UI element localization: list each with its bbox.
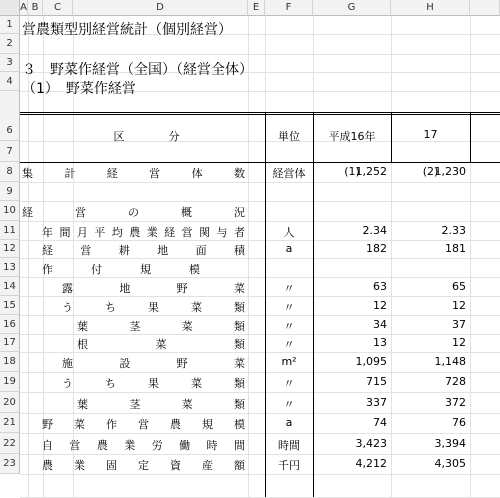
row-label — [42, 416, 245, 432]
row-label — [22, 204, 245, 220]
row-label — [22, 165, 245, 181]
subsection-title: （1） 野菜作経営 — [22, 81, 136, 97]
label-char: 営 — [138, 418, 149, 431]
label-char: 間 — [59, 225, 71, 239]
row-header-12[interactable]: 12 — [0, 240, 20, 258]
value-cell-year2: 76 — [452, 416, 466, 429]
label-char: 集 — [22, 167, 33, 180]
label-char: 葉 — [77, 319, 88, 333]
label-char: 野 — [42, 418, 53, 431]
label-char: 業 — [146, 225, 158, 239]
column-header-c[interactable]: C — [43, 0, 73, 16]
label-char: 均 — [111, 225, 123, 239]
gridline — [20, 315, 500, 316]
value-cell-year1: 1,095 — [355, 355, 387, 368]
row-header-4[interactable]: 4 — [0, 72, 20, 91]
label-char: 平 — [94, 225, 106, 239]
row-header-3[interactable]: 3 — [0, 54, 20, 72]
label-char: 積 — [233, 244, 245, 257]
label-char: 根 — [77, 338, 88, 351]
label-char: 経 — [42, 244, 53, 257]
label-char: 経 — [106, 167, 118, 180]
label-char: ち — [105, 377, 116, 390]
value-cell-year2: 1,230 — [434, 165, 466, 178]
gridline — [20, 334, 500, 335]
unit-cell: 〃 — [283, 338, 295, 351]
section-title: ３ 野菜作経営（全国）（経営全体） — [22, 62, 253, 78]
label-char: 営 — [80, 244, 92, 257]
label-char: 業 — [74, 459, 85, 472]
label-char: 果 — [148, 377, 159, 390]
label-char: 体 — [191, 167, 203, 180]
value-cell-year2: 181 — [445, 242, 466, 255]
row-header-2[interactable]: 2 — [0, 34, 20, 54]
label-char: 施 — [62, 357, 73, 370]
row-header-15[interactable]: 15 — [0, 296, 20, 315]
row-header-7[interactable]: 7 — [0, 141, 20, 162]
label-char: 数 — [233, 167, 245, 180]
row-label — [62, 280, 245, 296]
column-header-kubun: 区 分 — [113, 130, 180, 143]
label-char: 模 — [234, 418, 245, 431]
label-char: 作 — [106, 418, 117, 431]
row-header-16[interactable]: 16 — [0, 315, 20, 334]
gridline — [20, 182, 500, 183]
value-cell-year2: 37 — [452, 317, 466, 331]
row-label — [62, 375, 245, 391]
label-char: 営 — [75, 206, 86, 219]
label-char: 菜 — [233, 281, 245, 295]
label-char: 自 — [42, 438, 53, 452]
column-header-year2: 17 — [423, 128, 438, 141]
column-header-unit: 単位 — [278, 130, 300, 143]
row-header-14[interactable]: 14 — [0, 277, 20, 296]
label-char: 農 — [42, 459, 53, 472]
label-char: 菜 — [181, 397, 193, 411]
column-header-d[interactable]: D — [73, 0, 248, 16]
gridline — [20, 201, 500, 202]
row-header-8[interactable]: 8 — [0, 162, 20, 182]
unit-cell: m² — [281, 355, 297, 368]
label-char: 農 — [170, 418, 181, 431]
label-char: 茎 — [129, 319, 141, 333]
label-char: 類 — [233, 397, 245, 411]
row-header-17[interactable]: 17 — [0, 334, 20, 352]
label-char: 営 — [181, 225, 193, 239]
gridline — [20, 352, 500, 353]
label-char: 類 — [234, 300, 245, 314]
value-cell-year1: 63 — [373, 279, 387, 293]
label-char: 資 — [170, 459, 181, 472]
value-cell-year1: 2.34 — [362, 223, 387, 237]
label-char: 月 — [76, 225, 88, 239]
gridline — [470, 16, 471, 497]
value-cell-year2: 3,394 — [434, 436, 466, 450]
label-char: 定 — [138, 459, 149, 472]
value-cell-year1: 1,252 — [355, 165, 387, 178]
row-label — [42, 242, 245, 258]
value-cell-year2: 12 — [452, 336, 466, 349]
label-char: 葉 — [77, 397, 88, 411]
gridline — [20, 474, 500, 475]
label-char: 業 — [124, 438, 136, 452]
label-char: 菜 — [74, 418, 85, 431]
label-char: 付 — [91, 262, 102, 276]
unit-cell: 〃 — [283, 281, 295, 295]
gridline — [20, 54, 500, 55]
gridline — [20, 392, 500, 393]
column-header-e[interactable]: E — [248, 0, 265, 16]
label-char: 野 — [176, 281, 188, 295]
value-cell-year2: 372 — [445, 395, 466, 409]
column-header-h[interactable]: H — [391, 0, 470, 16]
row-header-1[interactable]: 1 — [0, 16, 20, 34]
col-divider — [470, 113, 471, 162]
column-header-g[interactable]: G — [313, 0, 391, 16]
value-cell-year1: 337 — [366, 395, 387, 409]
unit-cell: 経営体 — [272, 167, 306, 180]
column-index-2: (2) — [422, 165, 439, 178]
value-cell-year2: 65 — [452, 279, 466, 293]
gridline — [248, 16, 249, 497]
label-char: 作 — [42, 262, 53, 276]
label-char: 与 — [216, 225, 228, 239]
value-cell-year1: 34 — [373, 317, 387, 331]
label-char: 者 — [233, 225, 245, 239]
row-label — [42, 261, 200, 277]
row-label — [42, 437, 245, 453]
row-label — [42, 457, 245, 473]
label-char: 間 — [233, 438, 245, 452]
label-char: 労 — [151, 438, 163, 452]
label-char: 菜 — [191, 377, 202, 390]
value-cell-year1: 74 — [373, 416, 387, 429]
label-char: の — [128, 206, 139, 219]
row-label — [77, 336, 245, 352]
value-cell-year1: 182 — [366, 242, 387, 255]
label-char: 規 — [202, 418, 213, 431]
label-char: 地 — [119, 281, 131, 295]
label-char: 農 — [96, 438, 108, 452]
table-border-top — [20, 114, 500, 115]
unit-cell: a — [285, 416, 293, 429]
unit-cell: 〃 — [283, 319, 295, 333]
label-char: う — [62, 300, 73, 314]
label-char: 菜 — [233, 357, 245, 370]
select-all-corner[interactable] — [0, 0, 20, 16]
label-char: 耕 — [118, 244, 130, 257]
label-char: 露 — [62, 281, 73, 295]
label-char: 年 — [42, 225, 53, 239]
value-cell-year1: 13 — [373, 336, 387, 349]
row-header-21[interactable]: 21 — [0, 413, 20, 433]
gridline — [20, 413, 500, 414]
label-char: 菜 — [155, 338, 167, 351]
value-cell-year1: 715 — [366, 375, 387, 388]
row-header-10[interactable]: 10 — [0, 201, 20, 221]
unit-cell: 〃 — [283, 377, 295, 390]
row-label — [62, 355, 245, 371]
label-char: 菜 — [191, 300, 202, 314]
unit-cell: 千円 — [278, 459, 300, 472]
value-cell-year2: 1,148 — [434, 355, 466, 368]
label-char: 茎 — [129, 397, 141, 411]
label-char: 経 — [22, 206, 33, 219]
unit-cell: a — [285, 242, 293, 255]
column-header-f[interactable]: F — [265, 0, 313, 16]
value-cell-year1: 4,212 — [355, 457, 387, 470]
value-cell-year2: 4,305 — [434, 457, 466, 470]
row-header-18[interactable]: 18 — [0, 352, 20, 372]
label-char: 額 — [234, 459, 245, 472]
label-char: 概 — [181, 206, 192, 219]
gridline — [20, 221, 500, 222]
row-label — [77, 396, 245, 412]
column-header-b[interactable]: B — [28, 0, 43, 16]
row-label — [77, 318, 245, 334]
row-header-9[interactable]: 9 — [0, 182, 20, 201]
header-bottom-border — [20, 162, 500, 163]
value-cell-year1: 12 — [373, 298, 387, 312]
column-header-year1: 平成16年 — [328, 130, 376, 143]
column-header-blank — [470, 0, 500, 16]
row-header-23[interactable]: 23 — [0, 454, 20, 474]
label-char: 関 — [199, 225, 211, 239]
label-char: 働 — [179, 438, 191, 452]
gridline — [20, 258, 500, 259]
label-char: 果 — [148, 300, 159, 314]
label-char: 類 — [234, 338, 245, 351]
label-char: 時 — [206, 438, 218, 452]
label-char: 類 — [233, 319, 245, 333]
unit-cell: 〃 — [283, 397, 295, 411]
label-char: 農 — [129, 225, 141, 239]
label-char: 類 — [234, 377, 245, 390]
label-char: 野 — [176, 357, 188, 370]
gridline — [20, 372, 500, 373]
row-header-6[interactable]: 6 — [0, 91, 20, 141]
label-char: 固 — [106, 459, 117, 472]
column-index-1: (1) — [344, 165, 360, 178]
label-char: 産 — [202, 459, 213, 472]
gridline — [20, 433, 500, 434]
label-char: 営 — [69, 438, 81, 452]
label-char: 況 — [234, 206, 245, 219]
gridline — [20, 277, 500, 278]
unit-cell: 時間 — [278, 438, 300, 452]
label-char: 規 — [140, 262, 151, 276]
column-header-a[interactable]: A — [20, 0, 28, 16]
row-header-13[interactable]: 13 — [0, 258, 20, 277]
label-char: 菜 — [181, 319, 193, 333]
label-char: う — [62, 377, 73, 390]
label-char: 地 — [157, 244, 169, 257]
row-header-22[interactable]: 22 — [0, 433, 20, 454]
label-char: 経 — [164, 225, 176, 239]
value-cell-year2: 2.33 — [441, 223, 466, 237]
label-char: 面 — [195, 244, 207, 257]
label-char: ち — [105, 300, 116, 314]
value-cell-year2: 12 — [452, 298, 466, 312]
sheet-title: 営農類型別経営統計（個別経営） — [22, 22, 232, 38]
table-border-top — [20, 112, 500, 113]
row-header-20[interactable]: 20 — [0, 392, 20, 413]
label-char: 設 — [119, 357, 131, 370]
label-char: 模 — [189, 262, 200, 276]
row-header-19[interactable]: 19 — [0, 372, 20, 392]
row-label — [42, 224, 245, 240]
value-cell-year2: 728 — [445, 375, 466, 388]
label-char: 計 — [64, 167, 76, 180]
value-cell-year1: 3,423 — [355, 436, 387, 450]
gridline — [20, 454, 500, 455]
label-char: 営 — [149, 167, 161, 180]
row-header-11[interactable]: 11 — [0, 221, 20, 240]
row-label — [62, 299, 245, 315]
gridline — [20, 240, 500, 241]
gridline — [20, 296, 500, 297]
unit-cell: 人 — [283, 225, 295, 239]
unit-cell: 〃 — [283, 300, 295, 314]
